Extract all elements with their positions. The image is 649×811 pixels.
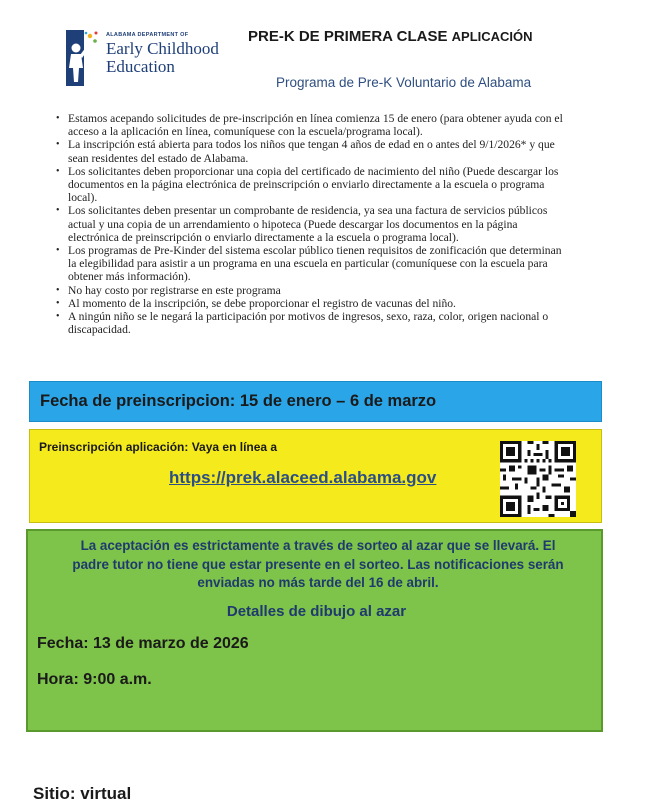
lottery-intro-text: La aceptación es estrictamente a través de sorteo al azar que se llevará. El padre tutor no tiene que estar presente en el sorteo. Las notificaciones serán enviadas no más tarde del 16 de abril. [72,538,564,590]
list-item: • Los programas de Pre-Kinder del sistema escolar público tienen requisitos de zonificación que determinan la elegibilidad para asistir a un programa en una escuela en particular (comuníquese con la escuela para obtener más información). [56,244,566,284]
title-main: PRE-K DE PRIMERA CLASE [248,28,452,45]
list-item: • Estamos acepando solicitudes de pre-inscripción en línea comienza 15 de enero (para obtener ayuda con el acceso a la aplicación en línea, comuníquese con la escuela/programa local). [56,112,566,138]
page-subtitle: Programa de Pre-K Voluntario de Alabama [276,75,532,90]
child-stars-icon [66,30,100,86]
logo-department-text: ALABAMA DEPARTMENT OF [106,32,189,38]
preregistration-dates-text: Fecha de preinscripcion: 15 de enero – 6 de marzo [40,392,437,410]
apply-online-box [29,429,602,523]
qr-code-icon[interactable] [500,441,576,517]
list-item: • No hay costo por registrarse en este programa [56,284,566,297]
preregistration-dates-band [29,381,602,422]
list-item: • Los solicitantes deben proporcionar una copia del certificado de nacimiento del niño (Puede descargar los documentos en la página electrónica de preinscripción o enviarlo directamente a la escuela o programa local). [56,165,566,205]
requirements-list [56,112,566,336]
logo-line-2: Education [106,57,175,76]
lottery-date: Fecha: 13 de marzo de 2026 [37,635,249,652]
list-item: • Al momento de la inscripción, se debe proporcionar el registro de vacunas del niño. [56,297,566,310]
lottery-info-box [26,529,603,732]
apply-online-link[interactable]: https://prek.alaceed.alabama.gov [169,468,437,487]
list-item: • Los solicitantes deben presentar un comprobante de residencia, ya sea una factura de servicios públicos actual y una copia de un arrendamiento o hipoteca (Puede descargar los documentos en la página electrónica de preinscripción o enviarlo directamente a la escuela o programa local). [56,204,566,244]
lottery-site: Sitio: virtual [33,784,132,803]
lottery-time: Hora: 9:00 a.m. [37,671,152,688]
page-title [248,28,533,45]
title-tail: APLICACIÓN [451,29,533,44]
logo-line-1: Early Childhood [106,39,219,58]
list-item: • La inscripción está abierta para todos los niños que tengan 4 años de edad en o antes del 9/1/2026* y que sean residentes del estado de Alabama. [56,138,566,164]
apply-online-label: Preinscripción aplicación: Vaya en línea a [39,440,278,454]
agency-logo [66,30,236,90]
lottery-details-heading: Detalles de dibujo al azar [226,603,407,620]
list-item: • A ningún niño se le negará la participación por motivos de ingresos, sexo, raza, color, origen nacional o discapacidad. [56,310,566,336]
